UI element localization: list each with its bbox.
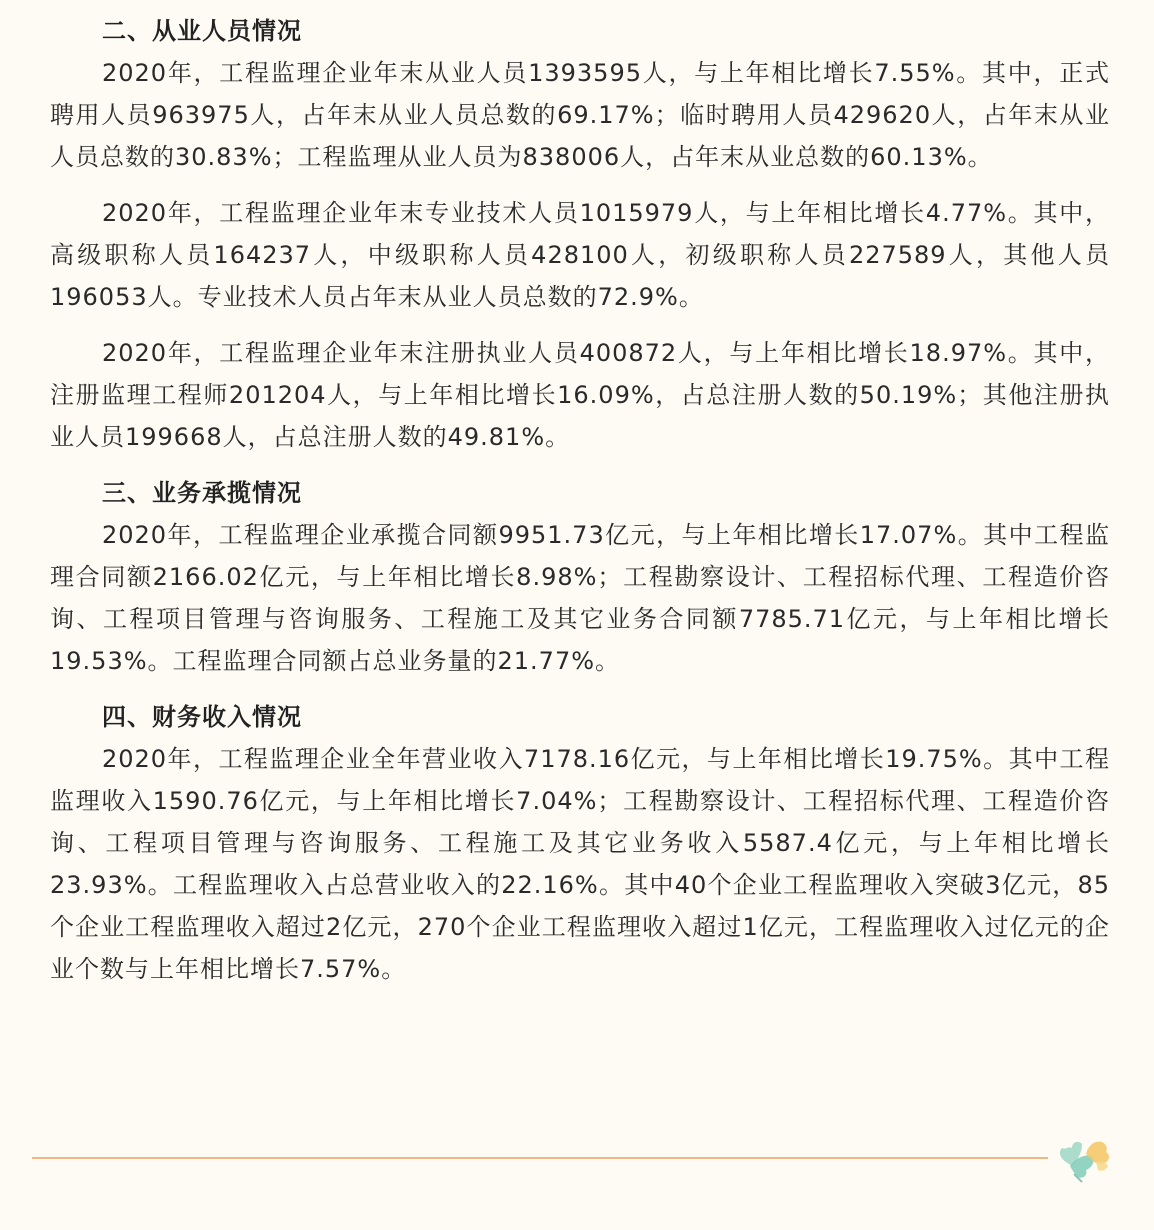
paragraph-employees-total: 2020年，工程监理企业年末从业人员1393595人，与上年相比增长7.55%。其中，正式聘用人员963975人，占年末从业人员总数的69.17%；临时聘用人员429620人，占年末从业人员总数的30.83%；工程监理从业人员为838006人，占年末从业总数的60.13%。 (50, 59, 1110, 171)
footer-divider (32, 1157, 1048, 1159)
section-heading-finance: 四、财务收入情况 (102, 703, 302, 731)
maple-leaf-icon (1052, 1132, 1116, 1186)
section-heading-employees: 二、从业人员情况 (102, 17, 302, 45)
section-heading-business: 三、业务承揽情况 (102, 479, 302, 507)
article-body (50, 10, 1110, 1004)
paragraph-revenue: 2020年，工程监理企业全年营业收入7178.16亿元，与上年相比增长19.75%。其中工程监理收入1590.76亿元，与上年相比增长7.04%；工程勘察设计、工程招标代理、工程造价咨询、工程项目管理与咨询服务、工程施工及其它业务收入5587.4亿元，与上年相比增长23.93%。工程监理收入占总营业收入的22.16%。其中40个企业工程监理收入突破3亿元，85个企业工程监理收入超过2亿元，270个企业工程监理收入超过1亿元，工程监理收入过亿元的企业个数与上年相比增长7.57%。 (50, 745, 1110, 983)
paragraph-technical-staff: 2020年，工程监理企业年末专业技术人员1015979人，与上年相比增长4.77%。其中，高级职称人员164237人，中级职称人员428100人，初级职称人员227589人，其他人员196053人。专业技术人员占年末从业人员总数的72.9%。 (50, 199, 1110, 311)
paragraph-contract-amount: 2020年，工程监理企业承揽合同额9951.73亿元，与上年相比增长17.07%。其中工程监理合同额2166.02亿元，与上年相比增长8.98%；工程勘察设计、工程招标代理、工程造价咨询、工程项目管理与咨询服务、工程施工及其它业务合同额7785.71亿元，与上年相比增长19.53%。工程监理合同额占总业务量的21.77%。 (50, 521, 1110, 675)
paragraph-registered-staff: 2020年，工程监理企业年末注册执业人员400872人，与上年相比增长18.97%。其中，注册监理工程师201204人，与上年相比增长16.09%，占总注册人数的50.19%；其他注册执业人员199668人，占总注册人数的49.81%。 (50, 339, 1110, 451)
